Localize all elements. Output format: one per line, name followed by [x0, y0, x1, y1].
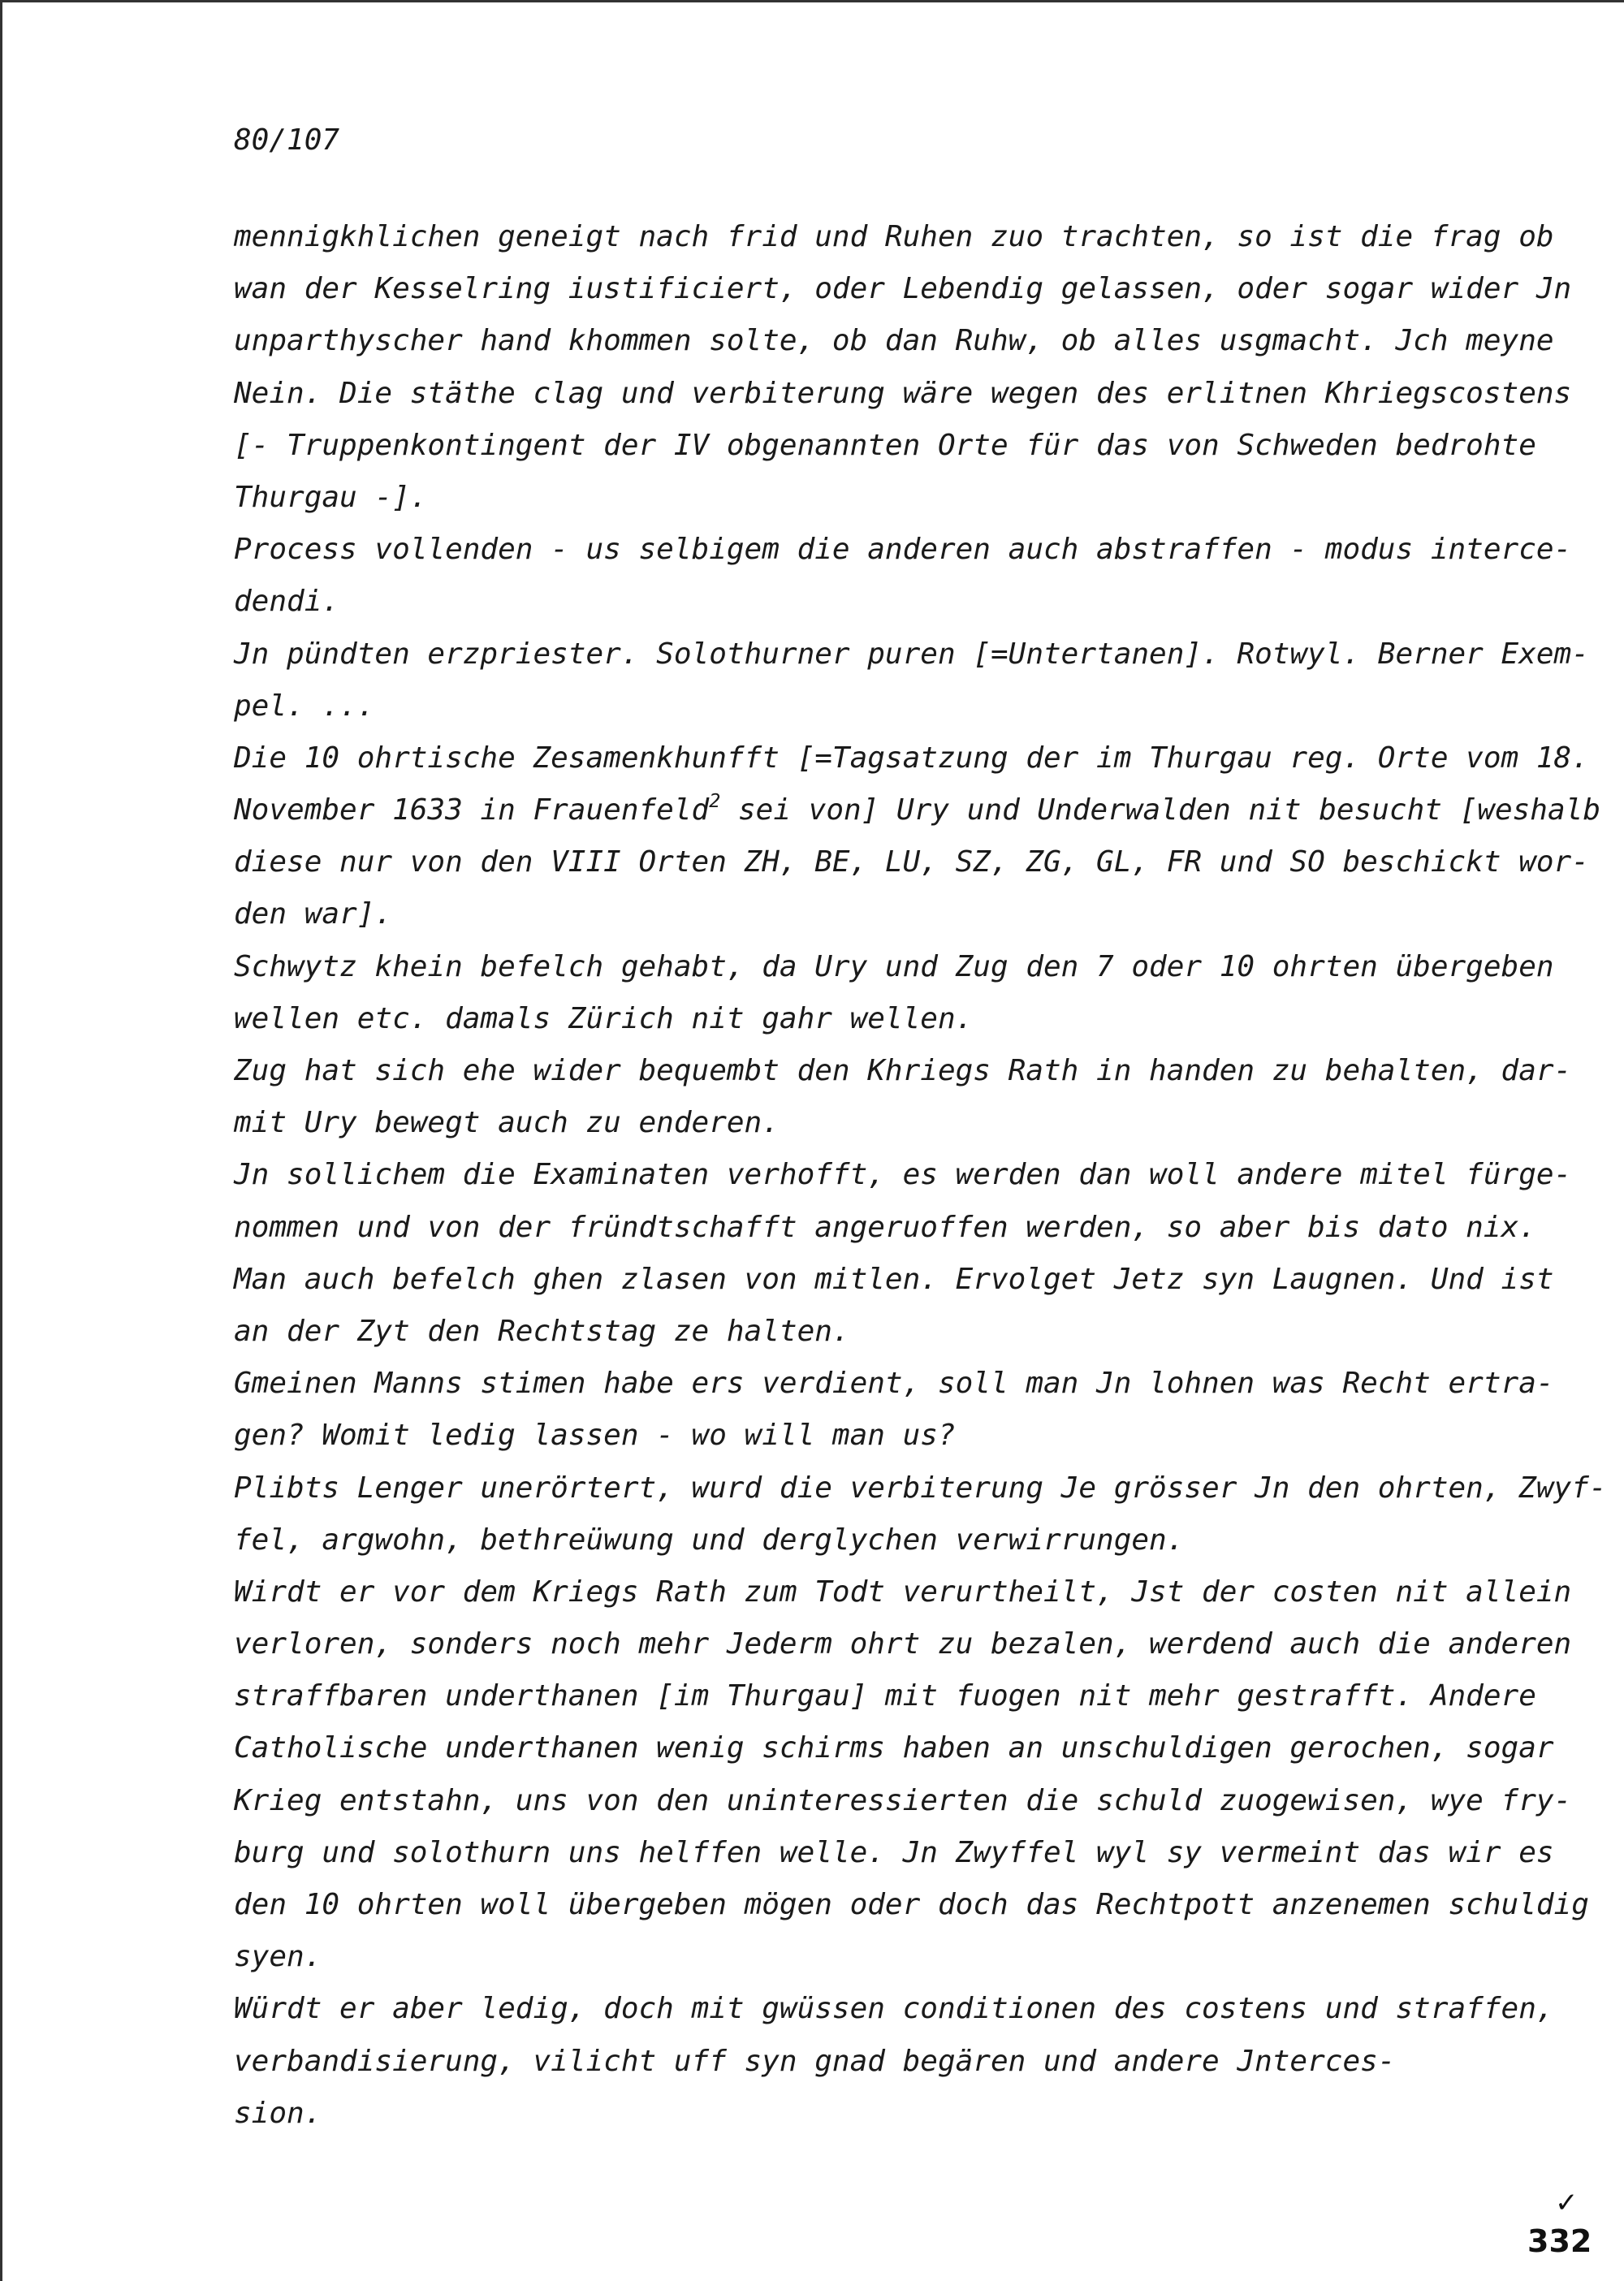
body-text: [234, 211, 1607, 2140]
text-line: Krieg entstahn, uns von den uninteressierten die schuld zuogewisen, wye fry-: [234, 1783, 1572, 1817]
text-line: Würdt er aber ledig, doch mit gwüssen conditionen des costens und straffen,: [234, 1992, 1554, 2026]
text-line: Zug hat sich ehe wider bequembt den Khriegs Rath in handen zu behalten, dar-: [234, 1054, 1572, 1087]
text-line: [- Truppenkontingent der IV obgenannten Orte für das von Schweden bedrohte: [234, 428, 1536, 462]
text-line: Nein. Die stäthe clag und verbiterung wäre wegen des erlitnen Khriegscostens: [234, 376, 1572, 410]
text-line: syen.: [234, 1940, 322, 1974]
text-line: Jn pündten erzpriester. Solothurner puren [=Untertanen]. Rotwyl. Berner Exem-: [234, 637, 1589, 671]
text-line: fel, argwohn, bethreüwung und derglychen verwirrungen.: [234, 1523, 1185, 1557]
text-line: verloren, sonders noch mehr Jederm ohrt zu bezalen, werdend auch die anderen: [234, 1627, 1572, 1661]
check-mark: ✓: [1555, 2187, 1579, 2219]
text-line: pel. ...: [234, 689, 375, 723]
text-line: wellen etc. damals Zürich nit gahr wellen.: [234, 1001, 974, 1035]
text-line: mit Ury bewegt auch zu enderen.: [234, 1106, 780, 1140]
text-line: Process vollenden - us selbigem die anderen auch abstraffen - modus interce-: [234, 533, 1572, 567]
text-line: mennigkhlichen geneigt nach frid und Ruhen zuo trachten, so ist die frag ob: [234, 220, 1554, 253]
text-line: wan der Kesselring iustificiert, oder Lebendig gelassen, oder sogar wider Jn: [234, 272, 1572, 306]
text-segment: November 1633 in Frauenfeld: [234, 793, 710, 827]
text-line: Wirdt er vor dem Kriegs Rath zum Todt verurtheilt, Jst der costen nit allein: [234, 1575, 1572, 1609]
text-line: Jn sollichem die Examinaten verhofft, es werden dan woll andere mitel fürge-: [234, 1158, 1572, 1192]
text-line: den 10 ohrten woll übergeben mögen oder doch das Rechtpott anzenemen schuldig: [234, 1888, 1589, 1921]
text-line: Schwytz khein befelch gehabt, da Ury und Zug den 7 oder 10 ohrten übergeben: [234, 949, 1554, 983]
text-line: sion.: [234, 2096, 322, 2130]
text-line: unparthyscher hand khommen solte, ob dan Ruhw, ob alles usgmacht. Jch meyne: [234, 324, 1554, 358]
page-number: 80/107: [234, 123, 340, 157]
footnote-marker: 2: [709, 788, 721, 812]
text-line: nommen und von der fründtschafft angeruoffen werden, so aber bis dato nix.: [234, 1210, 1536, 1244]
archive-page-stamp: 332: [1527, 2223, 1592, 2259]
text-line: den war].: [234, 897, 393, 931]
text-line: burg und solothurn uns helffen welle. Jn Zwyffel wyl sy vermeint das wir es: [234, 1835, 1554, 1869]
text-line: an der Zyt den Rechtstag ze halten.: [234, 1314, 850, 1348]
text-line: Man auch befelch ghen zlasen von mitlen. Ervolget Jetz syn Laugnen. Und ist: [234, 1262, 1554, 1296]
text-line: verbandisierung, vilicht uff syn gnad begären und andere Jnterces-: [234, 2044, 1396, 2078]
text-segment: sei von] Ury und Underwalden nit besucht [weshalb: [720, 793, 1600, 827]
text-line: Catholische underthanen wenig schirms haben an unschuldigen gerochen, sogar: [234, 1731, 1554, 1765]
text-line: gen? Womit ledig lassen - wo will man us?: [234, 1419, 956, 1453]
text-line: straffbaren underthanen [im Thurgau] mit fuogen nit mehr gestrafft. Andere: [234, 1679, 1536, 1713]
text-line: dendi.: [234, 585, 340, 619]
text-line: [234, 784, 1607, 836]
text-line: Plibts Lenger unerörtert, wurd die verbiterung Je grösser Jn den ohrten, Zwyf-: [234, 1471, 1607, 1505]
text-line: Die 10 ohrtische Zesamenkhunfft [=Tagsatzung der im Thurgau reg. Orte vom 18.: [234, 741, 1589, 775]
text-line: diese nur von den VIII Orten ZH, BE, LU, SZ, ZG, GL, FR und SO beschickt wor-: [234, 845, 1589, 879]
text-line: Gmeinen Manns stimen habe ers verdient, soll man Jn lohnen was Recht ertra-: [234, 1367, 1554, 1401]
text-line: Thurgau -].: [234, 480, 428, 514]
